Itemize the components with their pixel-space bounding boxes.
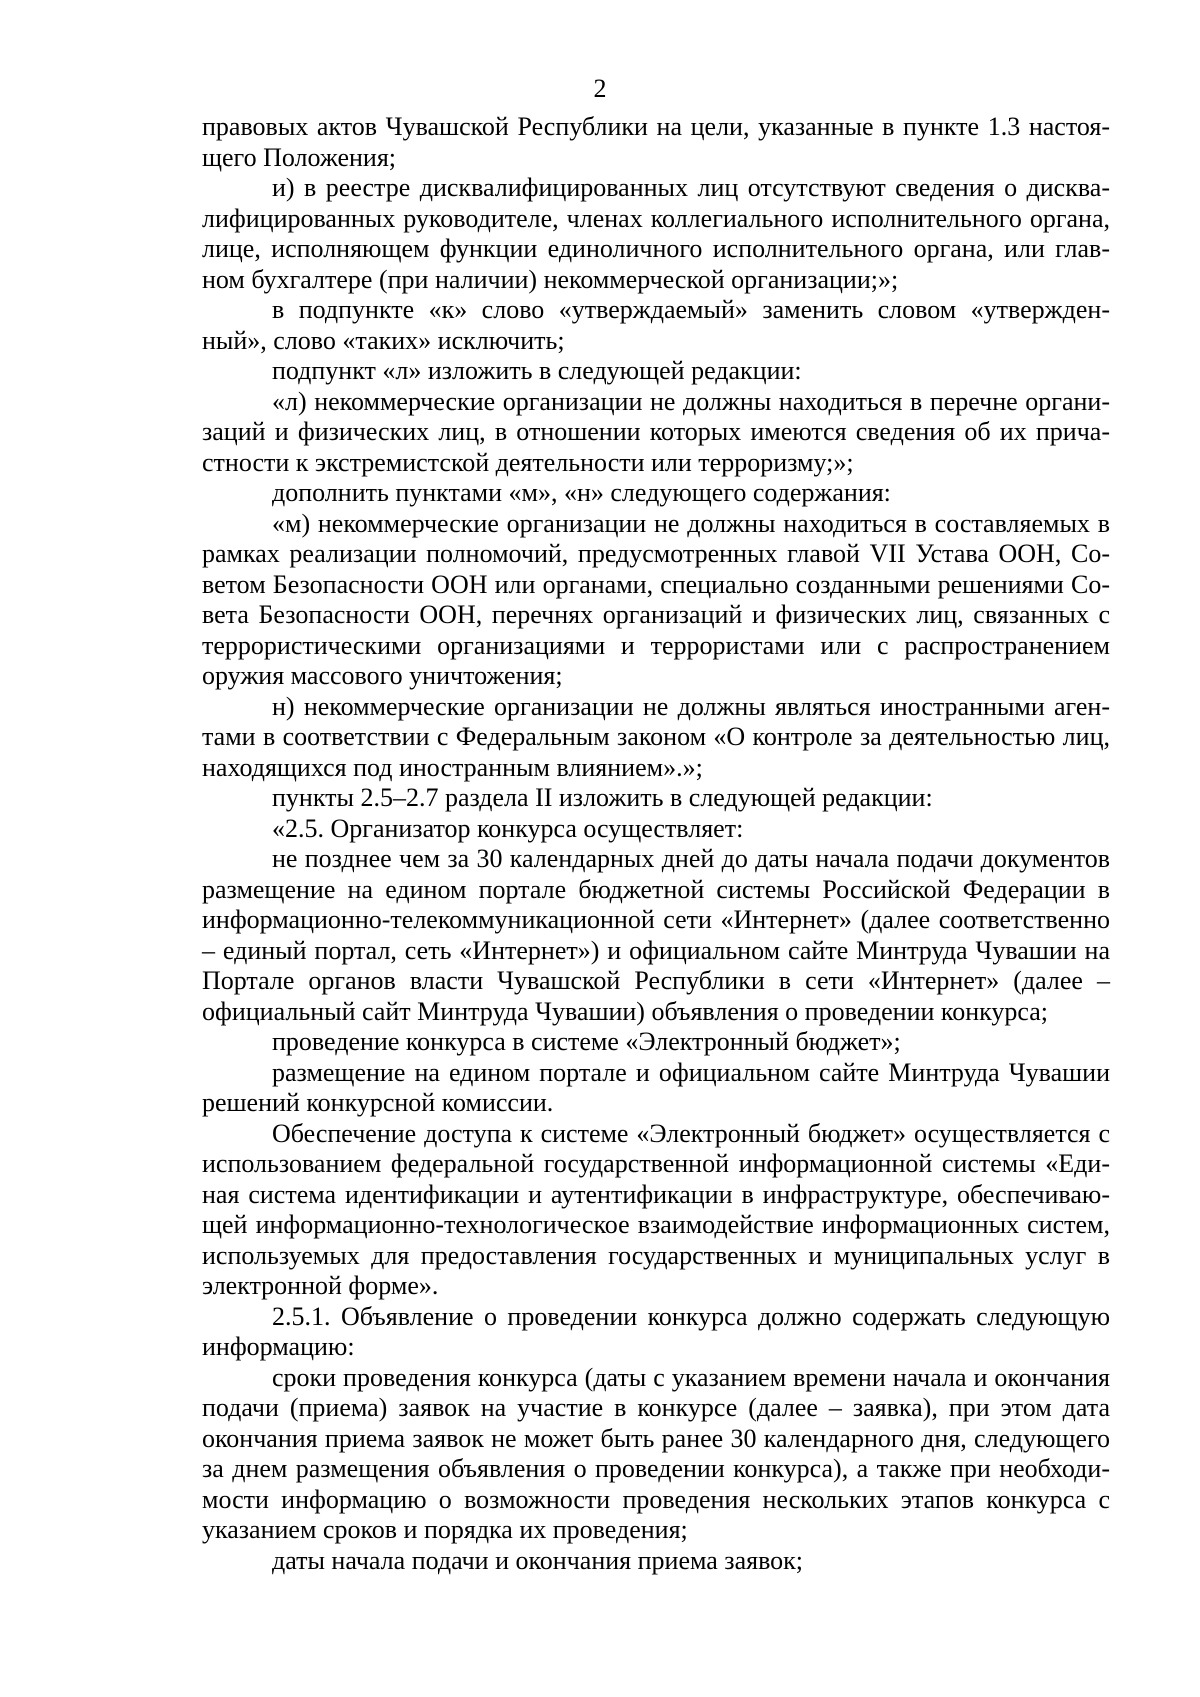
paragraph: и) в реестре дисквалифицированных лиц отсутствуют сведения о дисквалифицированных руководителе, членах коллегиального исполнительного органа, лице, исполняющем функции единоличного исполнительного органа, или главном бухгалтере (при наличии) некоммерческой организации;»; bbox=[202, 173, 1110, 294]
paragraph: дополнить пунктами «м», «н» следующего содержания: bbox=[272, 478, 891, 507]
paragraph: сроки проведения конкурса (даты с указанием времени начала и окончания подачи (приема) заявок на участие в конкурсе (далее – заявка), при этом дата окончания приема заявок не может быть ранее 30 календарного дня, следующего за днем размещения объявления о проведении конкурса), а также при необходимости информацию о возможности проведения нескольких этапов конкурса с указанием сроков и порядка их проведения; bbox=[202, 1362, 1110, 1544]
paragraph: Обеспечение доступа к системе «Электронный бюджет» осуществляется с использованием федеральной государственной информационной системы «Единая система идентификации и аутентификации в инфраструктуре, обеспечивающей информационно-технологическое взаимодействие информационных систем, используемых для предоставления государственных и муниципальных услуг в электронной форме». bbox=[202, 1118, 1110, 1300]
paragraph: размещение на едином портале и официальном сайте Минтруда Чувашии решений конкурсной комиссии. bbox=[202, 1057, 1110, 1117]
paragraph: н) некоммерческие организации не должны являться иностранными агентами в соответствии с Федеральным законом «О контроле за деятельностью лиц, находящихся под иностранным влиянием».»; bbox=[202, 691, 1110, 782]
paragraph: даты начала подачи и окончания приема заявок; bbox=[272, 1545, 804, 1575]
paragraph: «м) некоммерческие организации не должны находиться в составляемых в рамках реализации полномочий, предусмотренных главой VII Устава ООН, Советом Безопасности ООН или органами, специально созданными решениями Совета Безопасности ООН, перечнях организаций и физических лиц, связанных с террористическими организациями и террористами или с распространением оружия массового уничтожения; bbox=[202, 508, 1110, 690]
paragraph: «2.5. Организатор конкурса осуществляет: bbox=[272, 813, 744, 843]
paragraph: в подпункте «к» слово «утверждаемый» заменить словом «утвержденный», слово «таких» исключить; bbox=[202, 295, 1110, 355]
paragraph: проведение конкурса в системе «Электронный бюджет»; bbox=[272, 1027, 901, 1056]
paragraph: «л) некоммерческие организации не должны находиться в перечне организаций и физических лиц, в отношении которых имеются сведения об их причастности к экстремистской деятельности или терроризму;»; bbox=[202, 386, 1110, 477]
paragraph: правовых актов Чувашской Республики на цели, указанные в пункте 1.3 настоящего Положения; bbox=[202, 112, 1110, 172]
paragraph: 2.5.1. Объявление о проведении конкурса должно содержать следующую информацию: bbox=[202, 1301, 1110, 1361]
paragraph: не позднее чем за 30 календарных дней до даты начала подачи документов размещение на едином портале бюджетной системы Российской Федерации в информационно-телекоммуникационной сети «Интернет» (далее соответственно – единый портал, сеть «Интернет») и официальном сайте Минтруда Чувашии на Портале органов власти Чувашской Республики в сети «Интернет» (далее – официальный сайт Минтруда Чувашии) объявления о проведении конкурса; bbox=[202, 844, 1110, 1026]
paragraph: подпункт «л» изложить в следующей редакции: bbox=[272, 356, 802, 385]
paragraph: пункты 2.5–2.7 раздела II изложить в следующей редакции: bbox=[272, 783, 933, 812]
page-number: 2 bbox=[593, 74, 607, 103]
document-body bbox=[202, 112, 1110, 1576]
